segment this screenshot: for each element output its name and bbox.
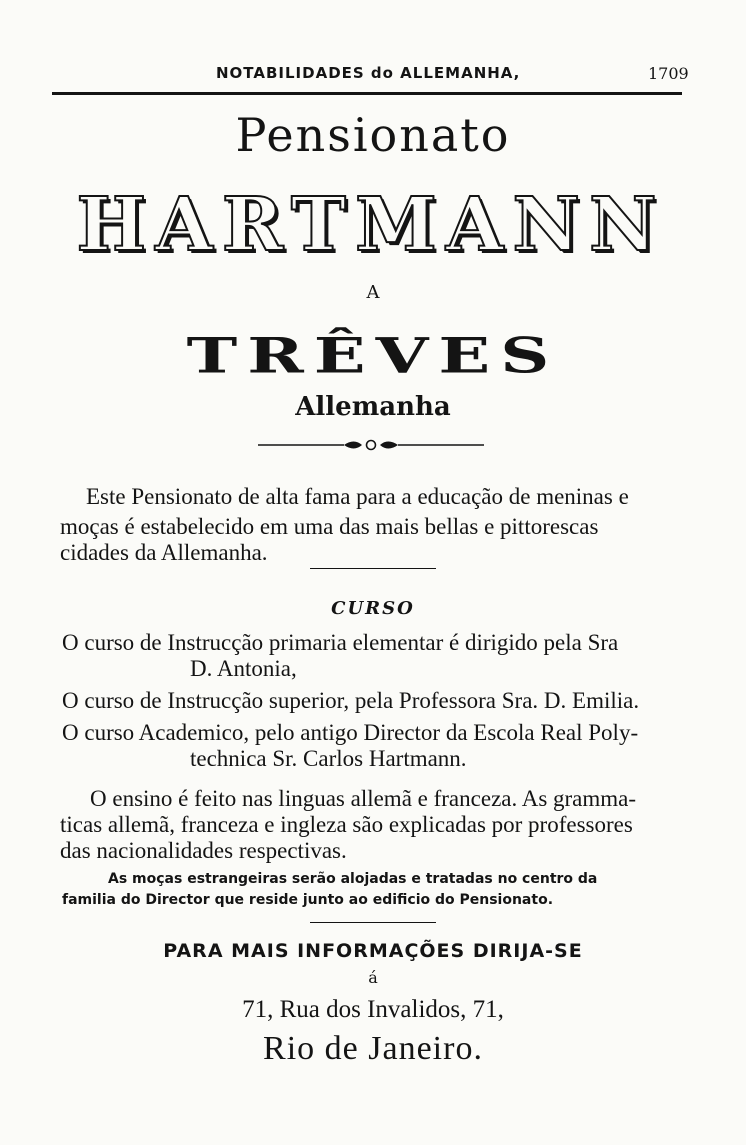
curso-heading: CURSO (331, 598, 415, 619)
ensino-line: O ensino é feito nas linguas allemã e franceza. As gramma- (90, 786, 637, 811)
intro-line: Este Pensionato de alta fama para a educação de meninas e (86, 484, 629, 509)
curso-line: O curso Academico, pelo antigo Director da Escola Real Poly- (62, 720, 639, 745)
page-number: 1709 (648, 64, 689, 83)
city-name: TRÊVES (186, 327, 560, 385)
curso-line: O curso de Instrucção superior, pela Professora Sra. D. Emilia. (62, 688, 640, 713)
info-heading: PARA MAIS INFORMAÇÕES DIRIJA-SE (163, 940, 583, 962)
address: 71, Rua dos Invalidos, 71, (242, 996, 504, 1023)
ad-title: Pensionato (235, 108, 511, 162)
country-name: Allemanha (295, 392, 451, 422)
header-rule (52, 92, 682, 95)
curso-line: O curso de Instrucção primaria elementar é dirigido pela Sra (62, 630, 619, 655)
ensino-line: das nacionalidades respectivas. (60, 838, 347, 863)
intro-line: cidades da Allemanha. (60, 540, 268, 565)
intro-line: moças é estabelecido em uma das mais bellas e pittorescas (60, 514, 599, 539)
ornament-divider (258, 438, 484, 452)
short-divider (310, 568, 436, 569)
address-city: Rio de Janeiro. (263, 1030, 483, 1067)
mocas-line: As moças estrangeiras serão alojadas e tratadas no centro da (108, 871, 598, 887)
curso-line: technica Sr. Carlos Hartmann. (190, 746, 467, 771)
curso-line: D. Antonia, (190, 656, 297, 681)
ensino-line: ticas allemã, franceza e ingleza são explicadas por professores (60, 812, 633, 837)
mocas-line: familia do Director que reside junto ao edificio do Pensionato. (62, 892, 554, 908)
short-divider (310, 922, 436, 923)
pensionato-name: HARTMANN (76, 182, 666, 268)
preposition: A (366, 282, 380, 303)
info-to: á (368, 968, 378, 987)
running-title: NOTABILIDADES do ALLEMANHA, (216, 64, 521, 82)
